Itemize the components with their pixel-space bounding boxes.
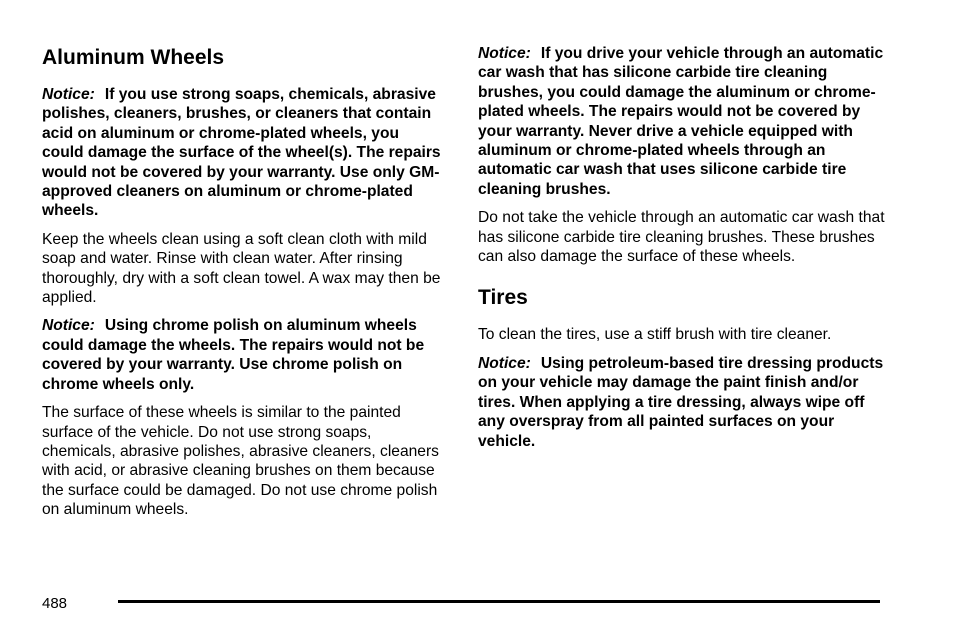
notice-text: Using chrome polish on aluminum wheels could damage the wheels. The repairs would not be covered by your warranty. Use chrome polish on chrome wheels only. xyxy=(42,317,425,393)
notice-label: Notice: xyxy=(478,45,531,62)
notice-label: Notice: xyxy=(42,317,95,335)
paragraph-wheel-surface: The surface of these wheels is similar to the painted surface of the vehicle. Do not use strong soaps, chemicals, abrasive polishes, abrasive cleaners, cleaners with acid, or abrasive cleaning brushes on them because the surface could be damaged. Do not use chrome polish on aluminum wheels. xyxy=(42,404,439,519)
notice-text: If you drive your vehicle through an automatic car wash that has silicone carbide tire cleaning brushes, you could damage the aluminum or chrome-plated wheels. The repairs would not be covered by your warranty. Never drive a vehicle equipped with aluminum or chrome-plated wheels through an automatic car wash that uses silicone carbide tire cleaning brushes. xyxy=(478,45,884,198)
notice-label: Notice: xyxy=(42,86,95,103)
notice-strong-soaps xyxy=(42,85,442,221)
notice-chrome-polish xyxy=(42,316,442,394)
notice-text: If you use strong soaps, chemicals, abrasive polishes, cleaners, brushes, or cleaners that contain acid on aluminum or chrome-plated wheels, you could damage the surface of the wheel(s). The repairs would not be covered by your warranty. Use only GM-approved cleaners on aluminum or chrome-plated wheels. xyxy=(42,86,441,220)
footer-rule xyxy=(118,600,880,603)
notice-car-wash xyxy=(478,44,888,199)
section-heading-tires: Tires xyxy=(478,286,528,310)
notice-tire-dressing xyxy=(478,354,888,451)
paragraph-clean-tires: To clean the tires, use a stiff brush with tire cleaner. xyxy=(478,326,832,344)
notice-label: Notice: xyxy=(478,354,531,372)
section-heading-aluminum-wheels: Aluminum Wheels xyxy=(42,46,225,69)
paragraph-car-wash: Do not take the vehicle through an automatic car wash that has silicone carbide tire cleaning brushes. These brushes can also damage the surface of these wheels. xyxy=(478,209,885,266)
left-column xyxy=(42,44,442,529)
paragraph-keep-wheels-clean: Keep the wheels clean using a soft clean cloth with mild soap and water. Rinse with clean water. After rinsing thoroughly, dry with a soft clean towel. A wax may then be applied. xyxy=(42,230,441,307)
right-column xyxy=(478,44,888,460)
page-number: 488 xyxy=(42,595,68,612)
notice-text: Using petroleum-based tire dressing products on your vehicle may damage the paint finish and/or tires. When applying a tire dressing, always wipe off any overspray from all painted surfaces on your vehicle. xyxy=(478,354,884,450)
